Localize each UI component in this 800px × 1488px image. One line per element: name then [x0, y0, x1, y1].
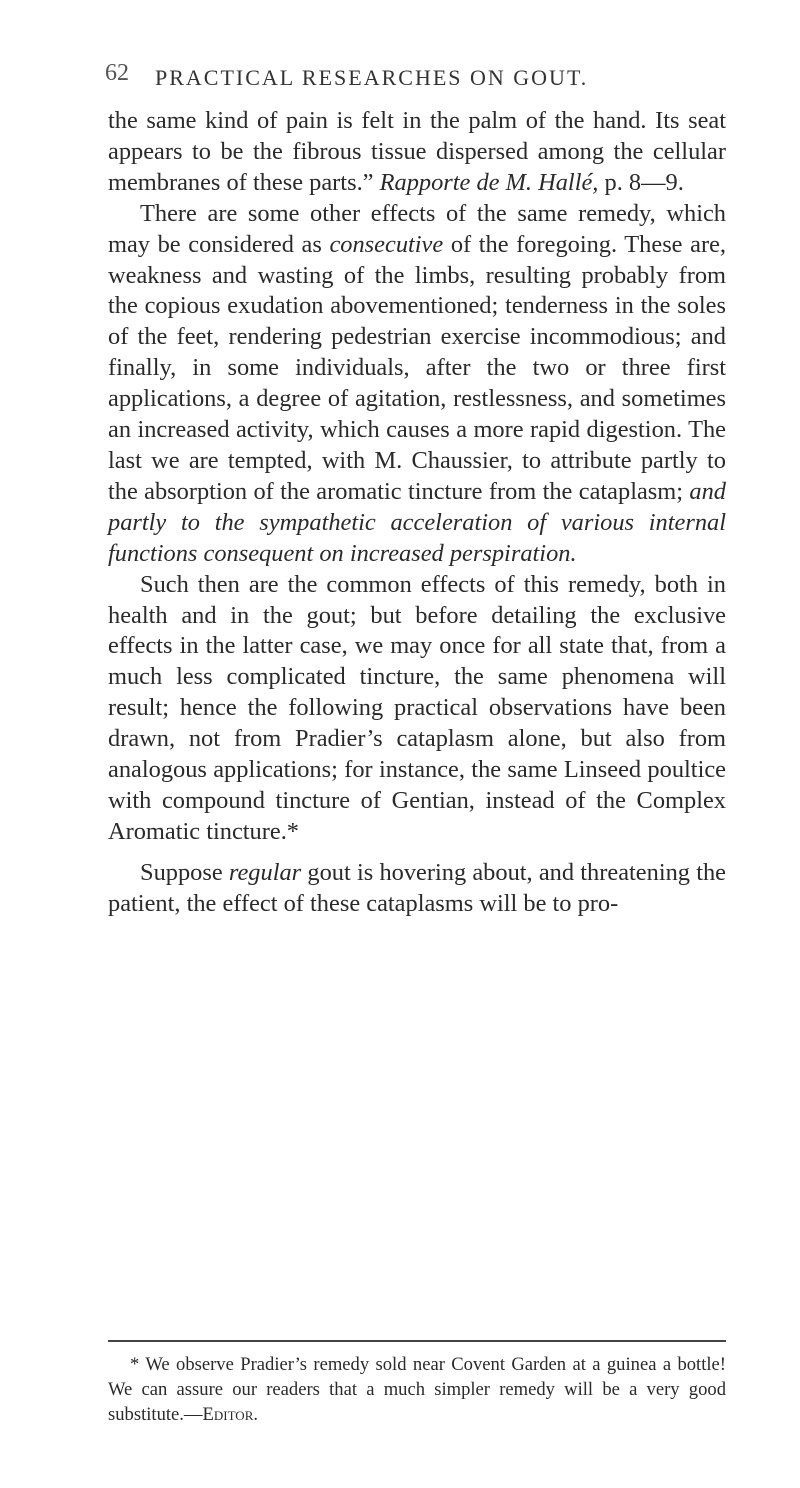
paragraph-1-tail: p. 8—9. — [604, 168, 684, 196]
paragraph-1 — [108, 106, 726, 199]
running-title: PRACTICAL RESEARCHES ON GOUT. — [155, 65, 589, 90]
footnote-divider — [108, 1340, 726, 1342]
page-number: 62 — [105, 60, 129, 86]
paragraph-2-emphasis-consecutive: consecutive — [329, 230, 444, 258]
paragraph-2-part-a: There are some other effects of the same remedy, which may be considered as — [108, 199, 726, 258]
paragraph-3-text: Such then are the common effects of this remedy, both in health and in the gout; but before detailing the exclusive effects in the latter case, we may once for all state that, from a much less complicated tincture, the same phenomena will result; hence the following practical observations have been drawn, not from Pradier’s cataplasm alone, but also from analogous applications; for instance, the same Linseed poultice with compound tincture of Gentian, instead of the Complex Aromatic tincture.* — [108, 570, 726, 845]
paragraph-1-citation: Rapporte de M. Hallé, — [379, 168, 599, 196]
paragraph-2-emphasis-conclusion: and partly to the sympathetic acceleration of various internal functions consequent on increased perspiration. — [108, 477, 726, 567]
paragraph-1-text: the same kind of pain is felt in the palm of the hand. Its seat appears to be the fibrous tissue dispersed among the cellular membranes of these parts.” — [108, 107, 726, 196]
paragraph-3 — [108, 570, 726, 848]
footnote-signature: Editor. — [202, 1404, 259, 1425]
body-text — [108, 106, 726, 920]
paragraph-2 — [108, 199, 726, 570]
running-head — [105, 60, 725, 100]
paragraph-4-emphasis-regular: regular — [228, 858, 302, 886]
paragraph-4-part-a: Suppose — [140, 858, 223, 886]
paragraph-4-part-c: gout is hovering about, and threatening the patient, the effect of these cataplasms will be to pro- — [108, 858, 726, 917]
paragraph-4 — [108, 858, 726, 920]
footnote-paragraph — [108, 1352, 726, 1427]
footnote-text: * We observe Pradier’s remedy sold near Covent Garden at a guinea a bottle! We can assure our readers that a much simpler remedy will be a very good substitute.— — [108, 1354, 726, 1425]
paragraph-2-part-c: of the foregoing. These are, weakness and wasting of the limbs, resulting probably from the copious exudation abovementioned; tenderness in the soles of the feet, rendering pedestrian exercise incommodious; and finally, in some individuals, after the two or three first applications, a degree of agitation, restlessness, and sometimes an increased activity, which causes a more rapid digestion. The last we are tempted, with M. Chaussier, to attribute partly to the absorption of the aromatic tincture from the cataplasm; — [108, 230, 726, 505]
footnote — [108, 1352, 726, 1427]
